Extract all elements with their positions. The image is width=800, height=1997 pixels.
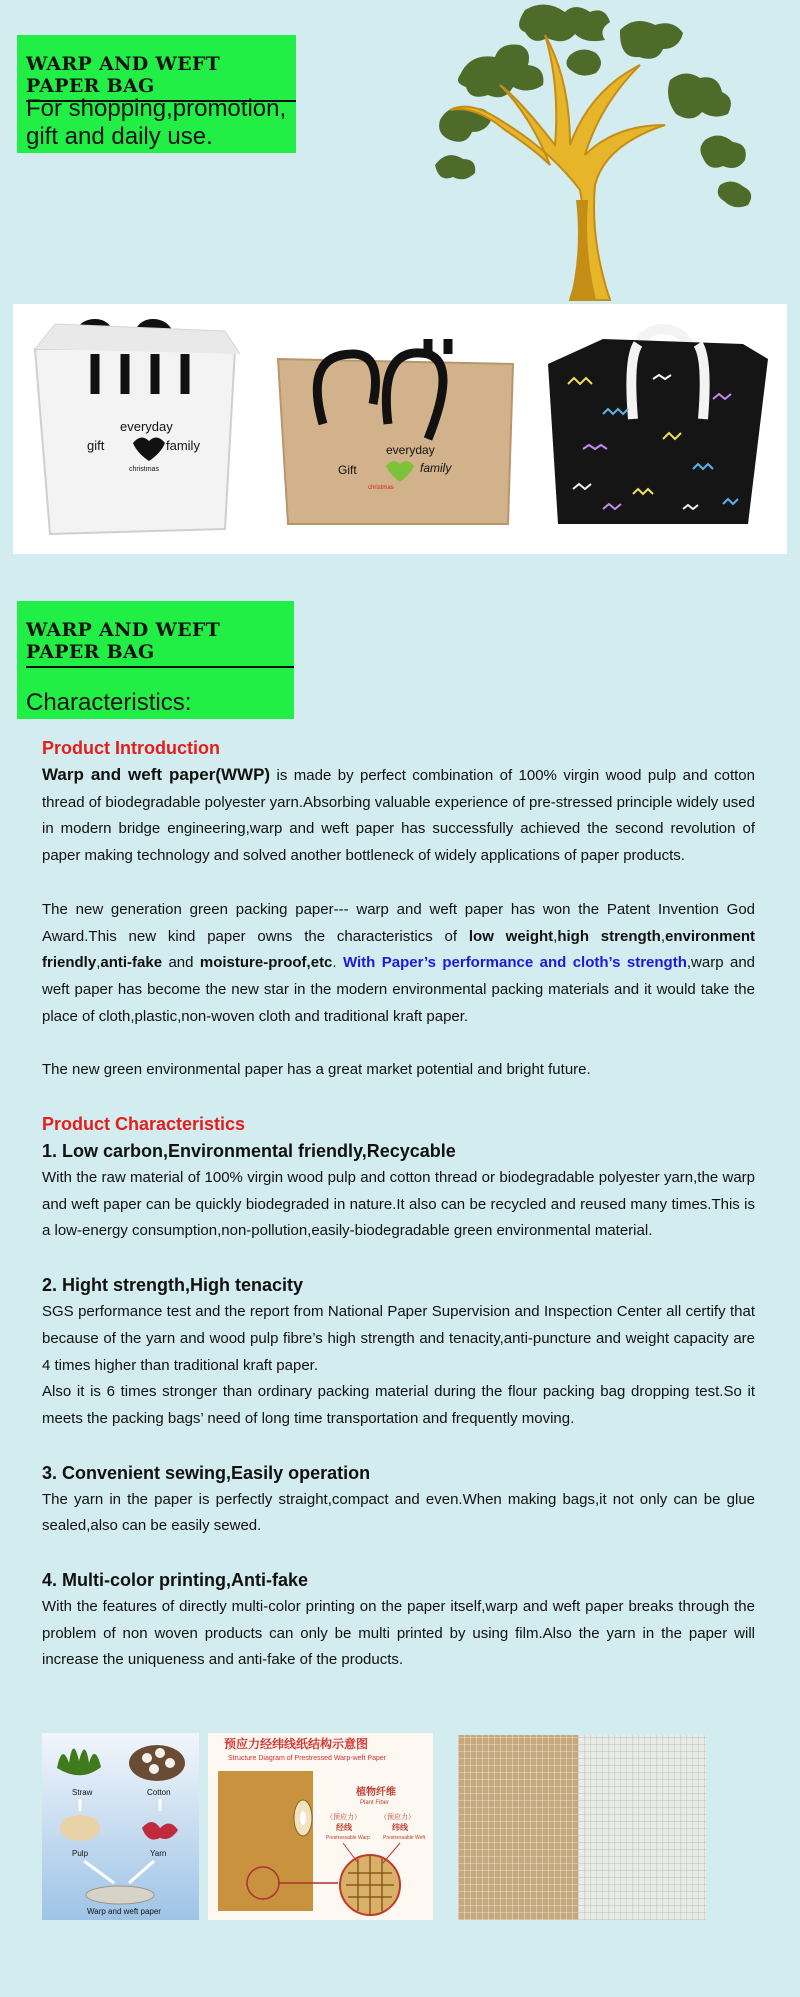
bags-photo-strip xyxy=(13,304,787,554)
paper-roll-icon xyxy=(86,1886,154,1904)
kraft-bag-image xyxy=(268,339,528,549)
weft-label-cn: 纬线 xyxy=(392,1823,408,1832)
yarn-icon xyxy=(142,1822,178,1840)
straw-label: Straw xyxy=(72,1788,93,1797)
cotton-label: Cotton xyxy=(147,1788,171,1797)
prestress-label-2: （预应力） xyxy=(380,1813,415,1821)
bag1-word-gift: gift xyxy=(87,438,105,453)
bag2-word-everyday: everyday xyxy=(386,443,435,457)
warp-label-en: Prestressable Warp xyxy=(326,1835,370,1841)
top-banner xyxy=(17,35,296,153)
bag1-word-christmas: christmas xyxy=(129,466,159,473)
bag2-word-family: family xyxy=(420,461,452,475)
structure-title-cn: 预应力经纬线纸结构示意图 xyxy=(224,1737,369,1751)
char-3-text: The yarn in the paper is perfectly straight,compact and even.When making bags,it not only can be glue sealed,also can be easily sewed. xyxy=(42,1490,755,1535)
fiber-label-cn: 植物纤维 xyxy=(356,1787,396,1798)
characteristics-banner xyxy=(17,601,294,719)
materials-diagram xyxy=(42,1733,199,1920)
intro-paragraph-3: The new green environmental paper has a great market potential and bright future. xyxy=(42,1061,591,1079)
product-text xyxy=(42,735,755,1674)
char-banner-subtitle: Characteristics: xyxy=(26,689,192,716)
tree-illustration xyxy=(420,0,775,305)
yarn-label: Yarn xyxy=(150,1849,167,1858)
intro-paragraph-2: The new generation green packing paper--- warp and weft paper has won the Patent Invention God Award.This new kind paper owns the characteristics of low weight,high strength,environment friendly,anti-fake and moisture-proof,etc. With Paper’s performance and cloth’s strength,warp and weft paper has become the new star in the modern environmental packing materials and it would take the place of cloth,plastic,non-woven cloth and traditional kraft paper. xyxy=(42,900,756,1025)
structure-title-en: Structure Diagram of Prestressed Warp-weft Paper xyxy=(228,1755,387,1762)
bag1-word-everyday: everyday xyxy=(120,419,173,434)
characteristics-heading: Product Characteristics xyxy=(42,1114,246,1135)
intro-heading: Product Introduction xyxy=(42,738,220,758)
straw-icon xyxy=(57,1748,101,1775)
bag2-word-gift: Gift xyxy=(338,463,357,477)
banner-subtitle: For shopping,promotion, gift and daily use. xyxy=(26,95,287,150)
prestress-label-1: （预应力） xyxy=(326,1813,361,1821)
warp-weft-caption: Warp and weft paper xyxy=(87,1907,161,1916)
fiber-label-en: Plant Fiber xyxy=(360,1800,390,1806)
char-4-title: 4. Multi-color printing,Anti-fake xyxy=(42,1570,308,1591)
paper-texture-photo xyxy=(458,1735,706,1920)
char-banner-title: WARP AND WEFT PAPER BAG xyxy=(26,619,294,668)
char-4-text: With the features of directly multi-color printing on the paper itself,warp and weft paper breaks through the problem of non woven products can only be multi printed by using film.Also the yarn in the paper will increase the uniqueness and anti-fake of the products. xyxy=(42,1598,755,1669)
pulp-icon xyxy=(60,1815,100,1841)
weft-label-en: Prestressable Weft xyxy=(383,1835,426,1841)
warp-label-cn: 经线 xyxy=(336,1823,352,1832)
char-3-title: 3. Convenient sewing,Easily operation xyxy=(42,1462,371,1483)
structure-diagram xyxy=(208,1733,433,1920)
bag2-word-christmas: christmas xyxy=(368,485,394,491)
paper-roll-illustration xyxy=(218,1771,313,1911)
char-2-title: 2. Hight strength,High tenacity xyxy=(42,1275,304,1296)
intro-paragraph-1: Warp and weft paper(WWP) is made by perfect combination of 100% virgin wood pulp and cotton thread of biodegradable polyester yarn.Absorbing valuable experience of pre-stressed principle widely used in modern bridge engineering,warp and weft paper has successfully achieved the second revolution of paper making technology and solved another bottleneck of widely applications of paper products. xyxy=(42,765,755,865)
char-1-text: With the raw material of 100% virgin wood pulp and cotton thread or biodegradable polyester yarn,the warp and weft paper can be quickly biodegraded in nature.It also can be recycled and reused many times.This is a low-energy consumption,non-pollution,easily-biodegradable green environmental material. xyxy=(42,1169,755,1240)
banner-title: WARP AND WEFT PAPER BAG xyxy=(26,53,296,102)
kraft-texture-swatch xyxy=(458,1735,578,1920)
pulp-label: Pulp xyxy=(72,1849,89,1858)
black-pattern-bag-image xyxy=(543,319,773,544)
white-texture-swatch xyxy=(578,1735,706,1920)
char-1-title: 1. Low carbon,Environmental friendly,Recycable xyxy=(42,1141,456,1162)
white-bag-image xyxy=(25,319,250,544)
bag1-word-family: family xyxy=(166,438,200,453)
char-2-text: SGS performance test and the report from National Paper Supervision and Inspection Center all certify that because of the yarn and wood pulp fibre’s high strength and tenacity,anti-puncture and weight capacity are 4 times higher than traditional kraft paper. xyxy=(42,1303,755,1374)
char-2-text-2: Also it is 6 times stronger than ordinary packing material during the flour packing bag dropping test.So it meets the packing bags’ need of long time transportation and frequently moving. xyxy=(42,1383,755,1427)
